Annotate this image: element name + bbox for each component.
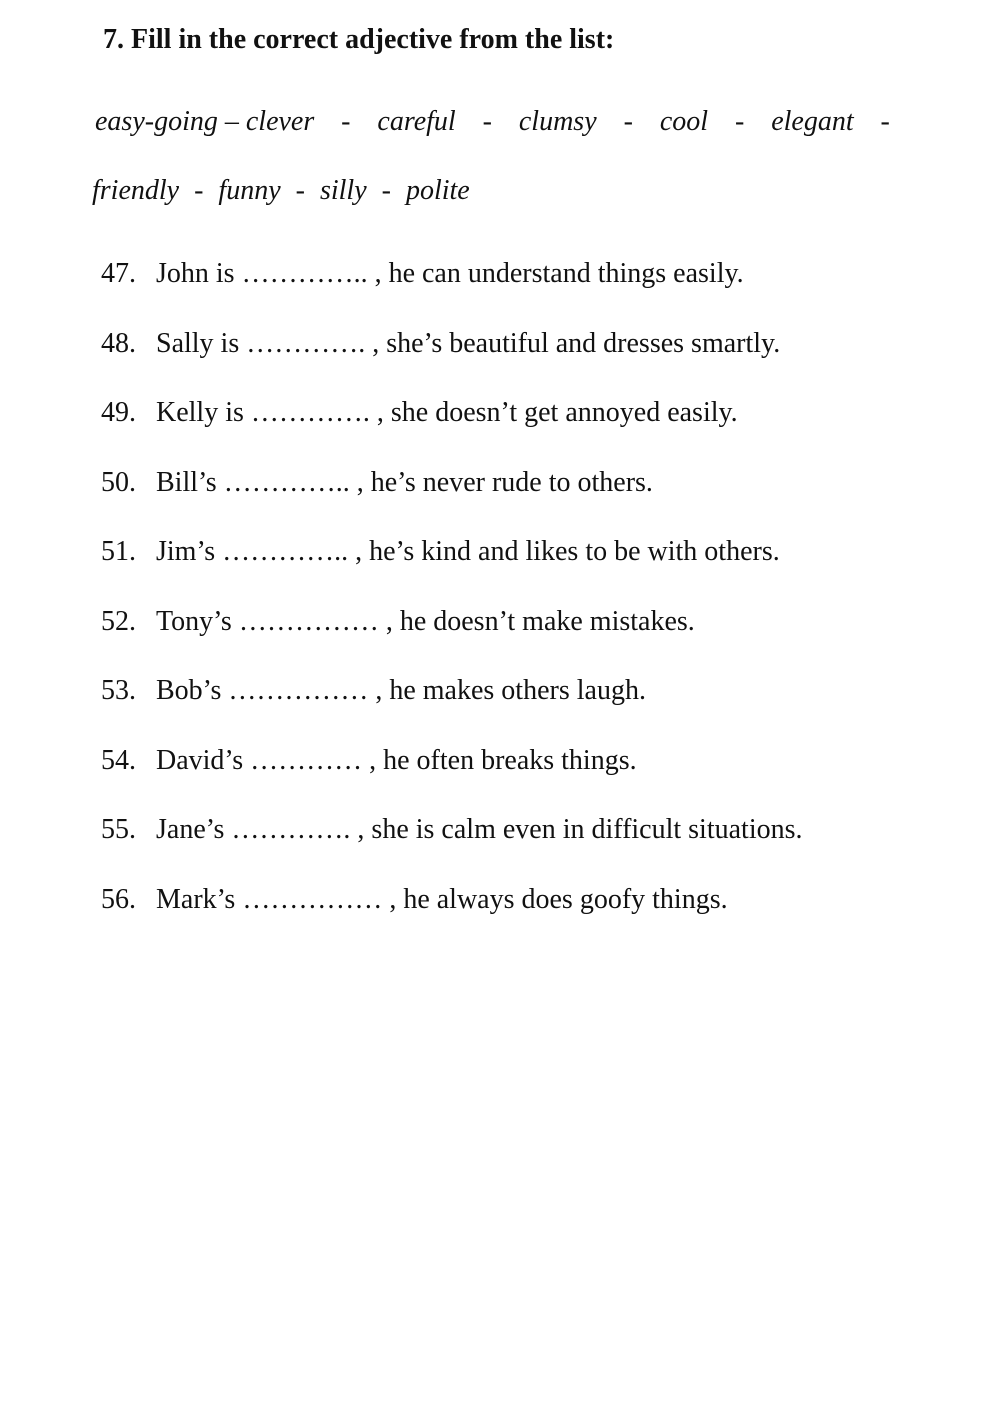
- word-separator: -: [880, 106, 890, 137]
- item-sentence: Mark’s …………… , he always does goofy things.: [156, 883, 728, 915]
- exercise-item: [101, 536, 780, 568]
- word-separator: -: [295, 175, 305, 206]
- word-separator: -: [194, 175, 204, 206]
- word-option: cool: [659, 106, 709, 137]
- word-option: funny: [218, 175, 281, 206]
- word-separator: -: [734, 106, 745, 137]
- word-option: easy-going – clever: [95, 106, 315, 137]
- item-number: 50.: [101, 466, 136, 498]
- item-sentence: Tony’s …………… , he doesn’t make mistakes.: [156, 605, 695, 637]
- word-option: silly: [319, 175, 367, 206]
- exercise-item: [101, 397, 738, 429]
- exercise-item: [101, 258, 744, 290]
- item-number: 47.: [101, 258, 136, 289]
- exercise-item: [101, 745, 637, 777]
- word-option: polite: [405, 175, 470, 206]
- item-number: 56.: [101, 883, 136, 915]
- word-option: friendly: [92, 175, 180, 206]
- item-number: 53.: [101, 675, 136, 706]
- item-number: 52.: [101, 605, 136, 637]
- exercise-item: [101, 675, 646, 707]
- word-list-line-2: [92, 175, 470, 207]
- word-option: elegant: [771, 106, 854, 137]
- word-separator: -: [341, 106, 351, 137]
- item-sentence: Kelly is …………. , she doesn’t get annoyed easily.: [156, 397, 738, 428]
- item-sentence: Bob’s …………… , he makes others laugh.: [156, 675, 646, 706]
- item-number: 48.: [101, 327, 136, 359]
- word-separator: -: [482, 106, 492, 137]
- exercise-title: 7. Fill in the correct adjective from the list:: [103, 24, 615, 55]
- item-number: 55.: [101, 814, 136, 845]
- exercise-item: [101, 467, 653, 499]
- word-option: clumsy: [518, 106, 597, 137]
- item-sentence: Bill’s ………….. , he’s never rude to others.: [156, 466, 653, 498]
- item-number: 51.: [101, 536, 136, 567]
- exercise-item: [101, 814, 803, 846]
- word-list-line-1: [95, 106, 890, 138]
- item-sentence: David’s ………… , he often breaks things.: [156, 744, 637, 776]
- word-separator: -: [381, 175, 391, 206]
- item-sentence: Jane’s …………. , she is calm even in difficult situations.: [156, 814, 803, 845]
- item-number: 49.: [101, 397, 136, 428]
- item-sentence: John is ………….. , he can understand things easily.: [156, 258, 744, 289]
- item-number: 54.: [101, 744, 136, 776]
- word-option: careful: [377, 106, 456, 137]
- item-sentence: Sally is …………. , she’s beautiful and dresses smartly.: [156, 327, 781, 359]
- exercise-item: [101, 328, 780, 360]
- exercise-item: [101, 606, 695, 638]
- word-separator: -: [623, 106, 633, 137]
- item-sentence: Jim’s ………….. , he’s kind and likes to be with others.: [156, 536, 780, 567]
- exercise-item: [101, 884, 728, 916]
